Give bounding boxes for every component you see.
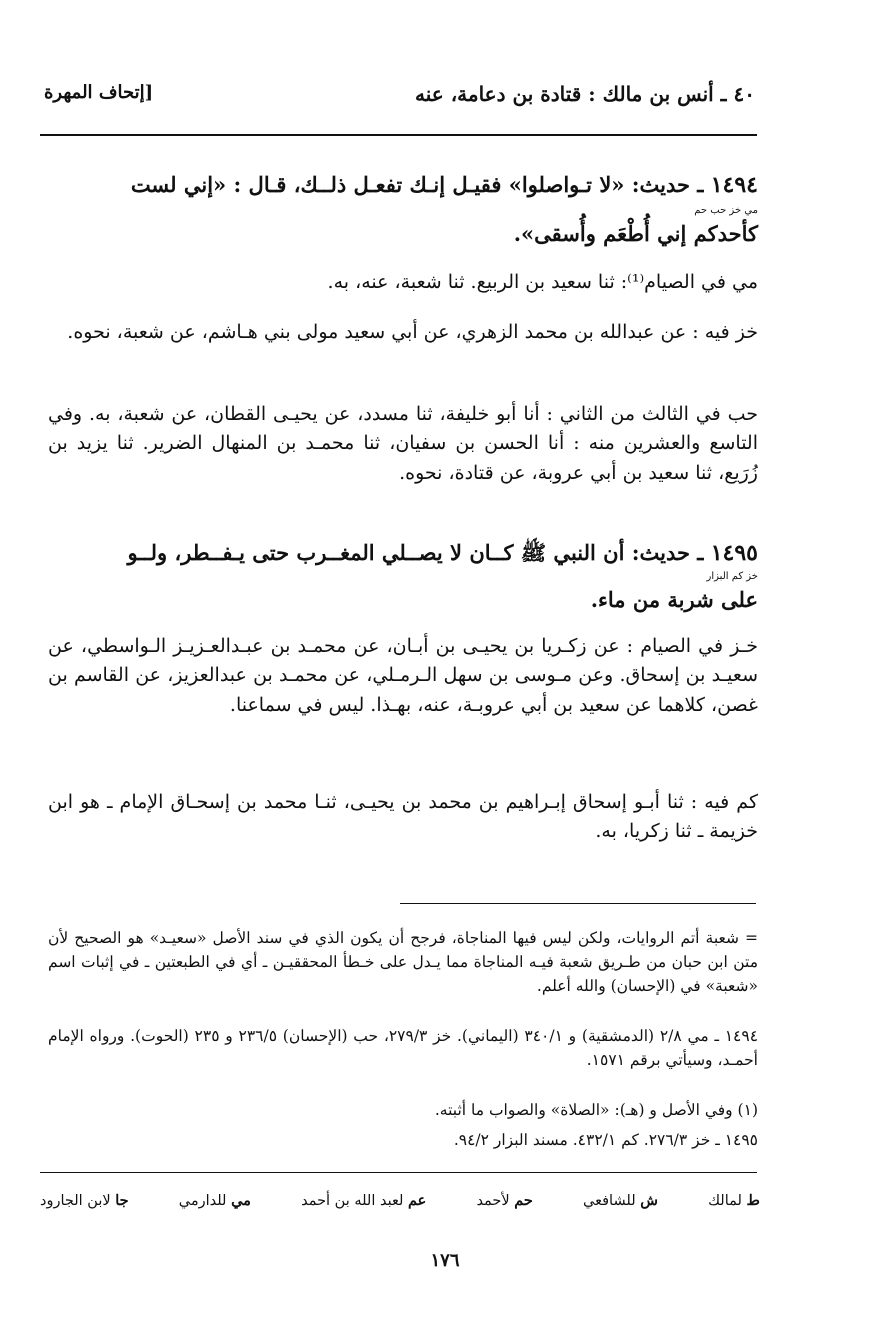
- footnote-1495-sources: ١٤٩٥ ـ خز ٢٧٦/٣. كم ٤٣٢/١. مسند البزار ٩٤/٢.: [453, 1131, 758, 1149]
- header-rule: [40, 134, 757, 136]
- abbreviation-item: [301, 1192, 426, 1209]
- page-number: ١٧٦: [430, 1250, 460, 1271]
- abbreviation-code: حم: [514, 1192, 533, 1209]
- abbreviation-meaning: للدارمي: [178, 1193, 227, 1209]
- hadith-1495-heading: [48, 536, 758, 570]
- abbreviation-item: [583, 1192, 658, 1209]
- abbreviation-item: [476, 1192, 532, 1209]
- footnote-rule: [400, 903, 756, 904]
- hadith-1495-paragraph-khz: خـز في الصيام : عن زكـريا بن يحيـى بن أبـان، عن محمـد بن عبـدالعـزيـز الـواسطي، عن سعيـد بن إسحاق. وعن مـوسى بن سهل الـرمـلي، عن محمـد بن عبدالعزيز، عن القاسم بن غصن، كلاهما عن سعيد بن أبي عروبـة، عنه، بهـذا. ليس في سماعنا.: [48, 635, 758, 716]
- hadith-1495-continuation: على شربة من ماء.: [590, 587, 758, 612]
- hadith-1494-paragraph-khz: خز فيه : عن عبدالله بن محمد الزهري، عن أبي سعيد مولى بني هـاشم، عن شعبة، نحوه.: [67, 321, 758, 343]
- hadith-heading-text: ـ حديث: «لا تـواصلوا» فقيـل إنـك تفعـل ذلــك، قـال : «إني لست: [130, 172, 704, 197]
- abbreviation-meaning: لأحمد: [476, 1193, 510, 1209]
- hadith-1494-heading: [48, 168, 758, 202]
- hadith-number: ١٤٩٤: [710, 172, 758, 198]
- abbreviation-meaning: لمالك: [708, 1193, 742, 1209]
- running-header-book-title: [إتحاف المهرة: [44, 82, 154, 103]
- hadith-1495-paragraph-km: كم فيه : ثنا أبـو إسحاق إبـراهيم بن محمد بن يحيـى، ثنـا محمد بن إسحـاق الإمام ـ هو ابن خزيمة ـ ثنا زكريا، به.: [48, 791, 758, 843]
- footnote-continuation: = شعبة أتم الروايات، ولكن ليس فيها المناجاة، فرجح أن يكون الذي في سند الأصل «سعيـد» هو الصحيح لأن متن ابن حبان من طـريق شعبة فيـه المناجاة مما يـدل على خـطأ المحققيـن ـ أي في الطبعتين ـ في إثبات اسم «شعبة» في (الإحسان) والله أعلم.: [48, 929, 758, 996]
- abbreviation-item: [179, 1192, 251, 1209]
- hadith-1494-source-marks: مي خز حب حم: [694, 205, 758, 216]
- abbreviation-rule: [40, 1172, 757, 1173]
- hadith-1494-paragraph-mi: مي في الصيام⁽¹⁾: ثنا سعيد بن الربيع. ثنا شعبة، عنه، به.: [327, 271, 758, 293]
- abbreviation-meaning: للشافعي: [583, 1193, 636, 1209]
- hadith-1495-source-marks: خز كم البزار: [706, 571, 758, 582]
- abbreviation-code: مي: [231, 1192, 251, 1209]
- abbreviation-meaning: لابن الجارود: [40, 1193, 111, 1209]
- hadith-1494-continuation: كأحدكم إني أُطْعَم وأُسقى».: [513, 221, 758, 246]
- footnote-1: (١) وفي الأصل و (هـ): «الصلاة» والصواب ما أثبته.: [434, 1101, 758, 1119]
- abbreviation-key: [40, 1192, 760, 1209]
- abbreviation-code: جا: [115, 1192, 129, 1209]
- abbreviation-code: عم: [408, 1192, 427, 1209]
- abbreviation-item: [40, 1192, 129, 1209]
- hadith-1494-paragraph-hb: حب في الثالث من الثاني : أنا أبو خليفة، ثنا مسدد، عن يحيـى القطان، عن شعبة، به. وفي التاسع والعشرين منه : أنا الحسن بن سفيان، ثنا محمـد بن المنهال الضرير. ثنا يزيد بن زُرَيع، ثنا سعيد بن أبي عروبة، عن قتادة، نحوه.: [48, 403, 758, 484]
- hadith-number: ١٤٩٥: [710, 540, 758, 566]
- footnote-1494-sources: ١٤٩٤ ـ مي ٢/٨ (الدمشقية) و ٣٤٠/١ (اليماني). خز ٢٧٩/٣، حب (الإحسان) ٢٣٦/٥ و ٢٣٥ (الحوت). ورواه الإمام أحمـد، وسيأتي برقم ١٥٧١.: [48, 1027, 759, 1070]
- abbreviation-code: ط: [746, 1192, 760, 1209]
- running-header-chapter: ٤٠ ـ أنس بن مالك : قتادة بن دعامة، عنه: [415, 82, 755, 106]
- abbreviation-code: ش: [640, 1192, 658, 1209]
- abbreviation-item: [708, 1192, 760, 1209]
- hadith-heading-text: ـ حديث: أن النبي ﷺ كــان لا يصــلي المغــرب حتى يـفــطر، ولــو: [127, 540, 704, 565]
- abbreviation-meaning: لعبد الله بن أحمد: [301, 1193, 404, 1209]
